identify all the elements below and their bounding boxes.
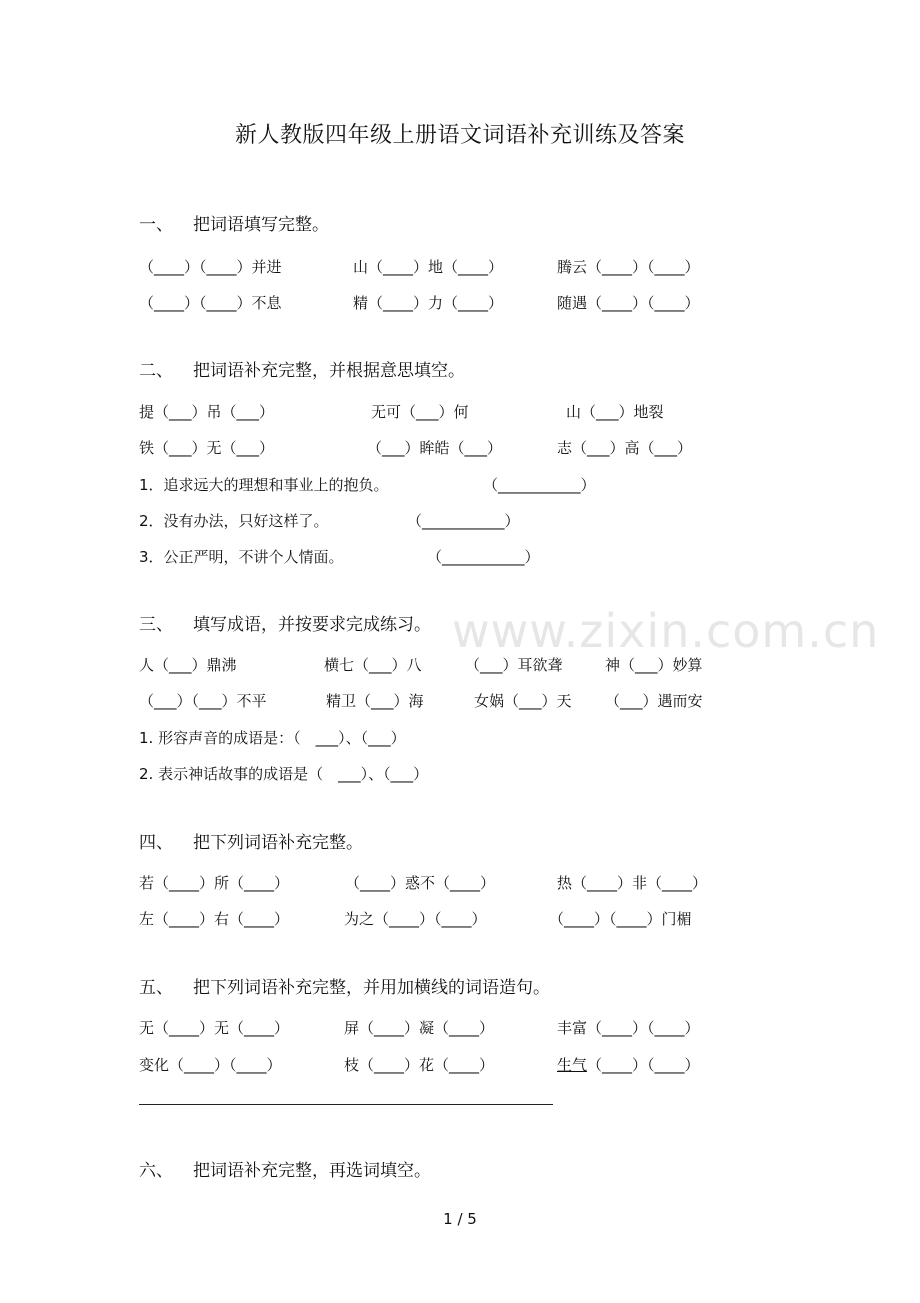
exercise-item: 山（___）地裂 [566, 403, 664, 421]
sentence-answer-line [139, 1104, 553, 1105]
section-title: 把下列词语补充完整。 [193, 833, 363, 853]
page-title: 新人教版四年级上册语文词语补充训练及答案 [234, 123, 685, 148]
section-title: 把下列词语补充完整，并用加横线的词语造句。 [193, 978, 550, 998]
exercise-item: （____）（____）门楣 [549, 910, 692, 928]
exercise-item: 枝（____）花（____） [344, 1056, 495, 1074]
exercise-item: 提（___）吊（___） [139, 403, 275, 421]
section-title: 把词语补充完整，并根据意思填空。 [193, 361, 465, 381]
exercise-item: 铁（___）无（___） [139, 439, 275, 457]
exercise-item: 女娲（___）天 [474, 692, 572, 710]
underlined-word: 生气 [557, 1056, 588, 1074]
blank-pair: （____）（____） [587, 1056, 700, 1074]
exercise-item: （___）耳欲聋 [465, 656, 563, 674]
exercise-item: 神（___）妙算 [605, 656, 703, 674]
section-title: 把词语填写完整。 [193, 215, 329, 235]
watermark: www.zixin.com.cn [452, 604, 880, 658]
exercise-item: 无可（___）何 [371, 403, 469, 421]
exercise-item: （____）（____）并进 [139, 258, 282, 276]
section-title: 把词语补充完整，再选词填空。 [193, 1161, 431, 1181]
exercise-item: 山（____）地（____） [353, 258, 504, 276]
section-number: 五、 [139, 978, 173, 998]
exercise-item: 屏（____）凝（____） [344, 1019, 495, 1037]
answer-blank: （___________） [407, 512, 520, 530]
exercise-item [557, 1054, 700, 1075]
exercise-item: 随遇（____）（____） [557, 294, 700, 312]
exercise-item: （___）（___）不平 [139, 692, 267, 710]
section-number: 四、 [139, 833, 173, 853]
answer-blank: （___________） [483, 476, 596, 494]
question-text: 1．追求远大的理想和事业上的抱负。 [139, 476, 389, 494]
exercise-item: 横七（___）八 [324, 656, 422, 674]
section-1-heading [139, 210, 329, 235]
exercise-item: （___）眸皓（___） [367, 439, 503, 457]
answer-blank: （___________） [427, 548, 540, 566]
exercise-item: 为之（____）（____） [344, 910, 487, 928]
exercise-item: 腾云（____）（____） [557, 258, 700, 276]
section-number: 三、 [139, 615, 173, 635]
section-2-heading [139, 356, 465, 381]
exercise-item: 热（____）非（____） [557, 874, 708, 892]
exercise-item: 志（___）高（___） [557, 439, 693, 457]
exercise-item: 左（____）右（____） [139, 910, 290, 928]
section-4-heading [139, 828, 363, 853]
question-text: 2．没有办法，只好这样了。 [139, 512, 329, 530]
page-number: 1 / 5 [443, 1210, 477, 1228]
exercise-item: 丰富（____）（____） [557, 1019, 700, 1037]
question-text: 3．公正严明，不讲个人情面。 [139, 548, 344, 566]
exercise-item: 若（____）所（____） [139, 874, 290, 892]
section-number: 六、 [139, 1161, 173, 1181]
section-6-heading [139, 1156, 431, 1181]
question-text: 1. 形容声音的成语是：（ ___）、（___） [139, 729, 406, 747]
exercise-item: （____）（____）不息 [139, 294, 282, 312]
section-number: 二、 [139, 361, 173, 381]
exercise-item: （____）惑不（____） [345, 874, 496, 892]
exercise-item: 变化（____）（____） [139, 1056, 282, 1074]
exercise-item: 人（___）鼎沸 [139, 656, 237, 674]
exercise-item: （___）遇而安 [605, 692, 703, 710]
section-number: 一、 [139, 215, 173, 235]
section-5-heading [139, 973, 550, 998]
section-title: 填写成语，并按要求完成练习。 [193, 615, 431, 635]
exercise-item: 无（____）无（____） [139, 1019, 290, 1037]
exercise-item: 精卫（___）海 [326, 692, 424, 710]
question-text: 2. 表示神话故事的成语是（ ___）、（___） [139, 765, 429, 783]
section-3-heading [139, 610, 431, 635]
exercise-item: 精（____）力（____） [353, 294, 504, 312]
